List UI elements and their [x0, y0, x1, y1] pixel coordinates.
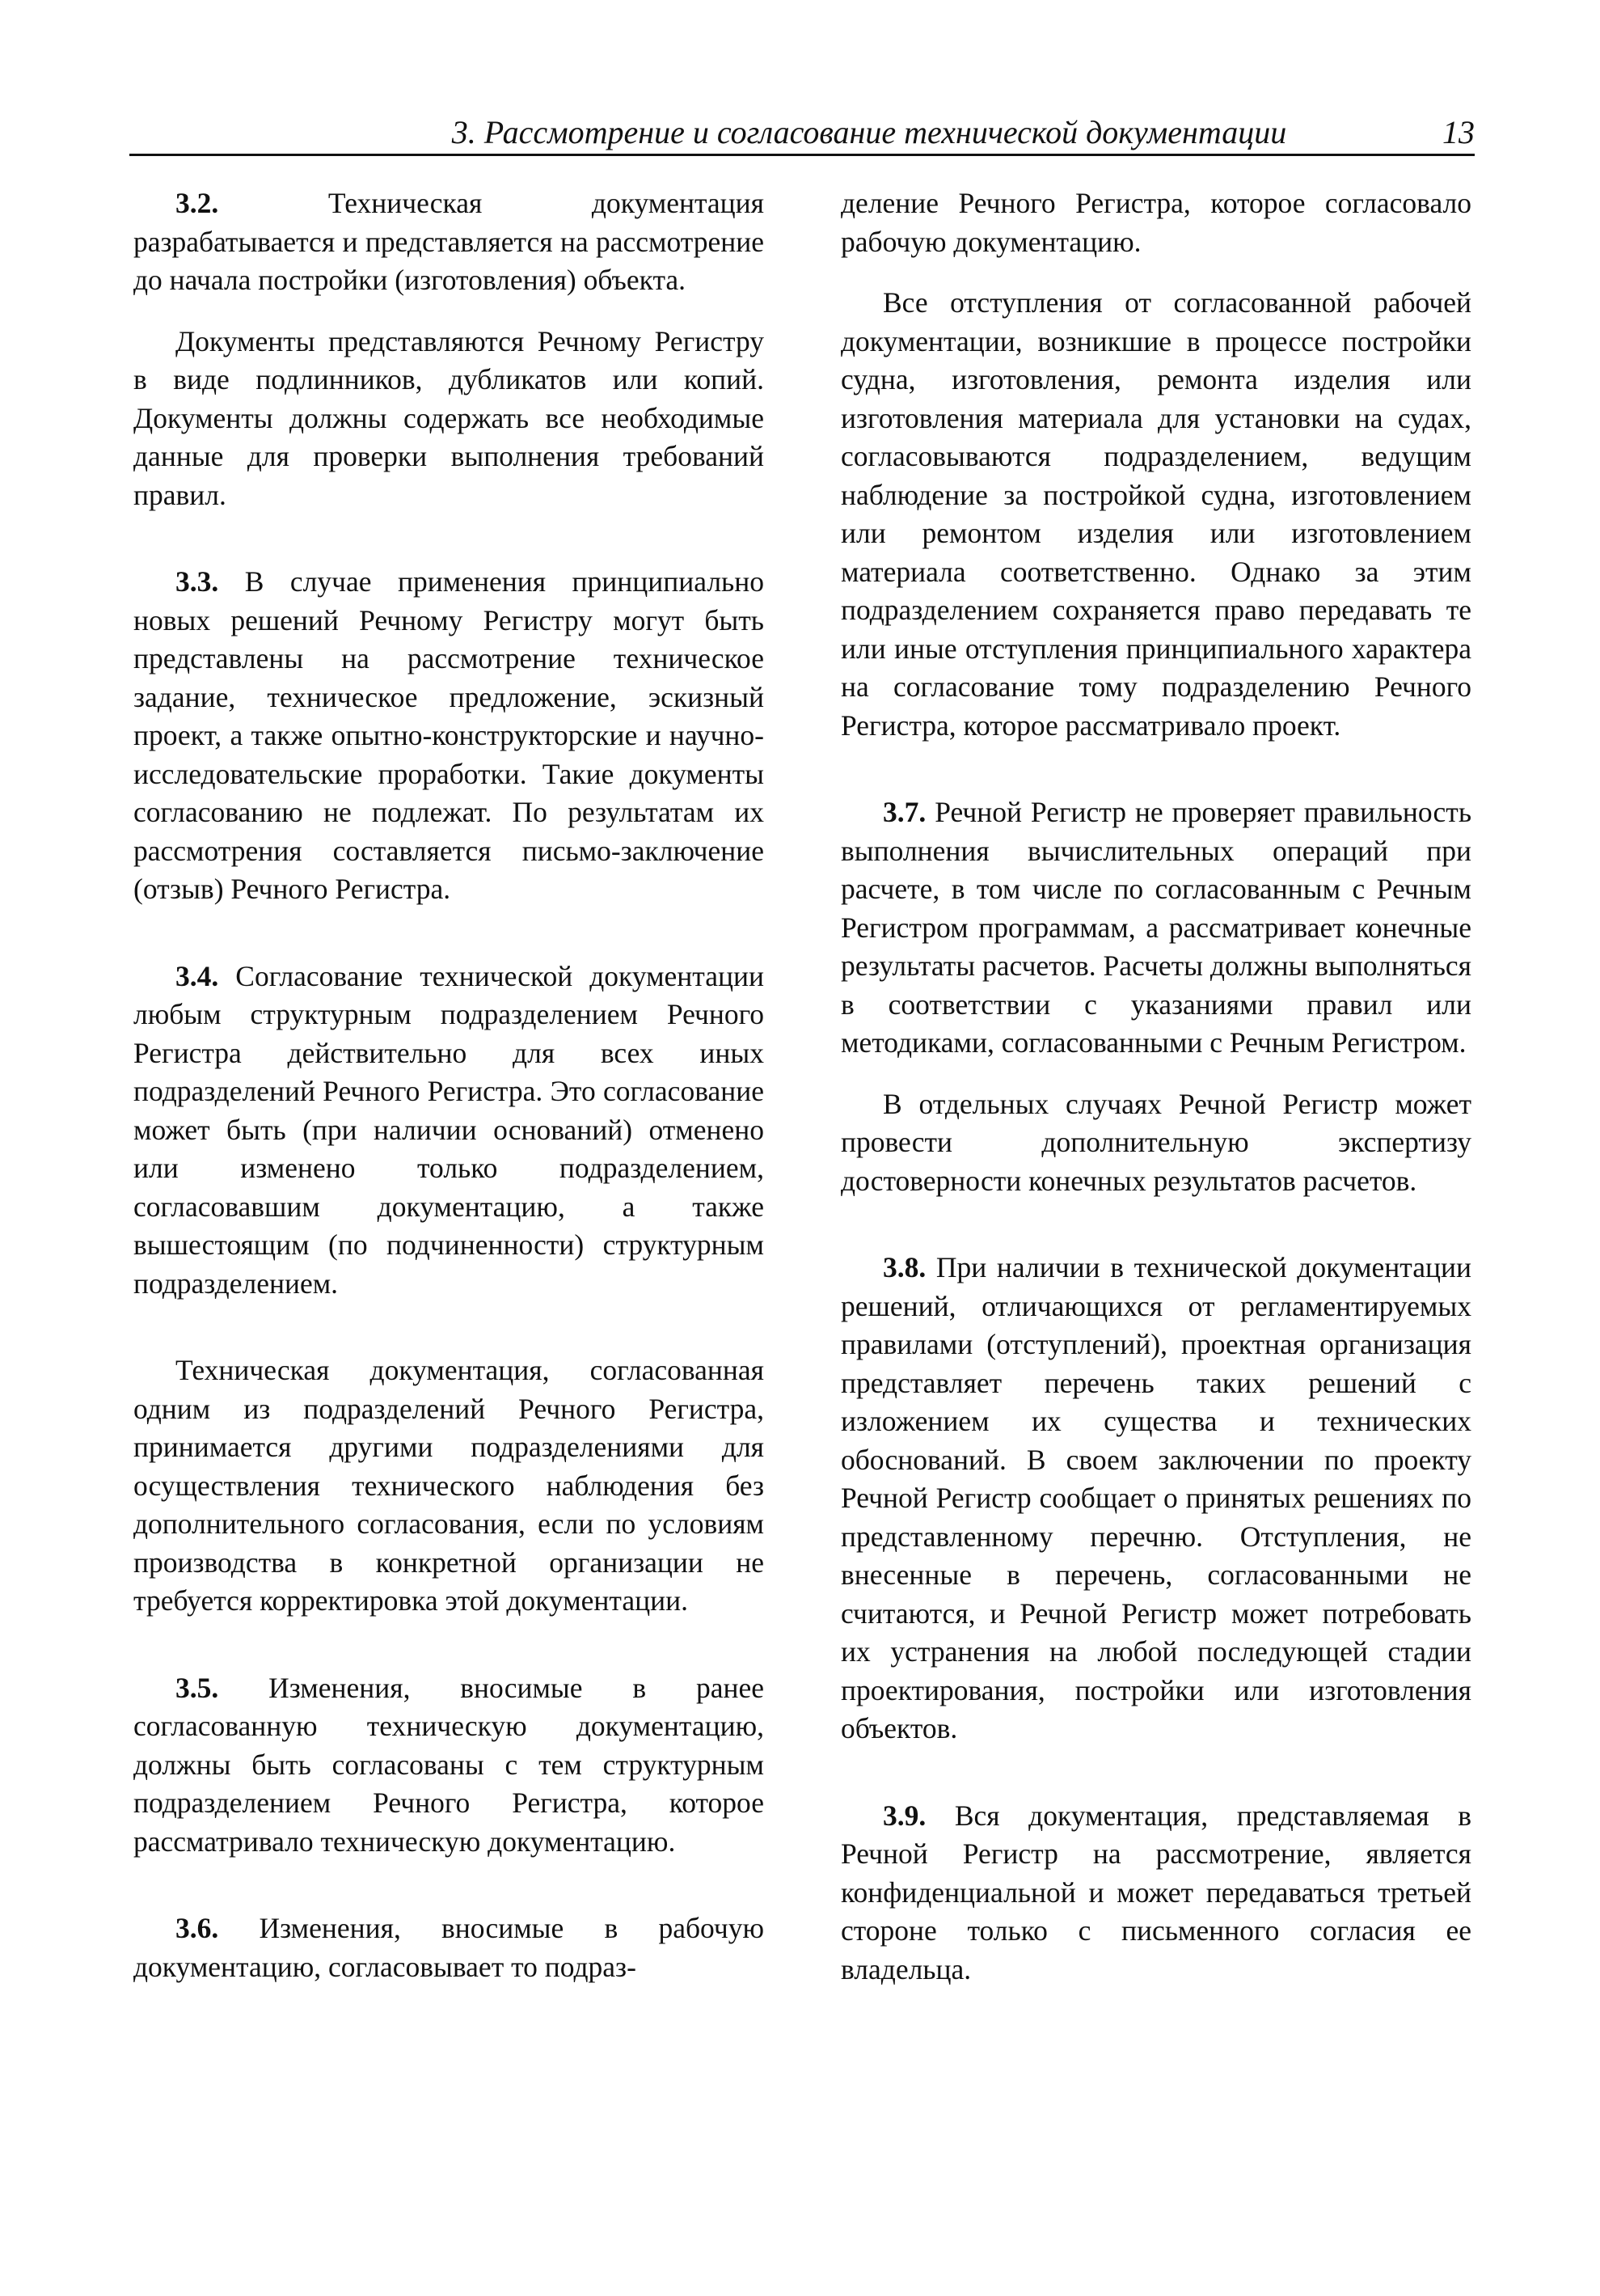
left-column [133, 184, 764, 1986]
paragraph-text: Изменения, вносимые в рабочую документацию, согласовывает то подраз- [133, 1912, 765, 1983]
clause-number: 3.2. [175, 187, 219, 219]
paragraph-text: Вся документация, представляемая в Речной Регистр на рассмотрение, является конфиденциальной и может передаваться третьей стороне только с письменного согласия ее владельца. [841, 1799, 1471, 1985]
paragraph-text: В отдельных случаях Речной Регистр может провести дополнительную экспертизу достоверности конечных результатов расчетов. [841, 1087, 1471, 1197]
paragraph-text: Согласование технической документации любым структурным подразделением Речного Регистра действительно для всех иных подразделений Речного Регистра. Это согласование может быть (при наличии оснований) отменено или изменено только подразделением, согласовавшим документацию, а также вышестоящим (по подчиненности) структурным подразделением. [133, 959, 765, 1300]
paragraph-3-6-continued [841, 184, 1471, 261]
paragraph-expertise [841, 1085, 1471, 1201]
right-column [841, 184, 1471, 1989]
paragraph-text: Техническая документация разрабатывается и представляется на рассмотрение до начала постройки (изготовления) объекта. [133, 187, 764, 296]
clause-number: 3.5. [175, 1671, 219, 1704]
header-rule [129, 154, 1475, 156]
paragraph-text: Техническая документация, согласованная одним из подразделений Речного Регистра, принимается другими подразделениями для осуществления технического наблюдения без дополнительного согласования, если по условиям производства в конкретной организации не требуется корректировка этой документации. [133, 1354, 764, 1617]
page-number: 13 [1442, 114, 1475, 150]
clause-number: 3.4. [175, 959, 219, 992]
paragraph-3-8 [841, 1249, 1471, 1748]
header-title: 3. Рассмотрение и согласование технической документации [451, 114, 1287, 150]
clause-number: 3.9. [883, 1799, 927, 1832]
clause-number: 3.8. [883, 1251, 927, 1283]
paragraph-text: Документы представляются Речному Регистру в виде подлинников, дубликатов или копий. Документы должны содержать все необходимые данные для проверки выполнения требований правил. [133, 324, 764, 511]
clause-number: 3.7. [883, 796, 927, 828]
running-header [129, 113, 1475, 155]
clause-number: 3.3. [175, 565, 219, 598]
paragraph-text: В случае применения принципиально новых решений Речному Регистру могут быть представлены на рассмотрение техническое задание, техническое предложение, эскизный проект, а также опытно-конструкторские и научно-исследовательские проработки. Такие документы согласованию не подлежат. По результатам их рассмотрения составляется письмо-заключение (отзыв) Речного Регистра. [133, 565, 764, 905]
paragraph-3-4 [133, 958, 764, 1304]
paragraph-documents [133, 323, 764, 515]
paragraph-text: Все отступления от согласованной рабочей документации, возникшие в процессе постройки судна, изготовления, ремонта изделия или изготовления материала для установки на судах, согласовываются подразделением, ведущим наблюдение за постройкой судна, изготовлением или ремонтом изделия или изготовлением материала соответственно. Однако за этим подразделением сохраняется право передавать те или иные отступления принципиального характера на согласование тому подразделению Речного Регистра, которое рассматривало проект. [841, 286, 1471, 742]
paragraph-deviations [841, 284, 1471, 745]
paragraph-text: деление Речного Регистра, которое согласовало рабочую документацию. [841, 187, 1471, 258]
paragraph-text: Речной Регистр не проверяет правильность выполнения вычислительных операций при расчете, в том числе по согласованным с Речным Регистром программам, а рассматривает конечные результаты расчетов. Расчеты должны выполняться в соответствии с указаниями правил или методиками, согласованными с Речным Регистром. [841, 796, 1472, 1059]
paragraph-3-3 [133, 563, 764, 909]
paragraph-3-9 [841, 1797, 1471, 1989]
paragraph-text: При наличии в технической документации решений, отличающихся от регламентируемых правилами (отступлений), проектная организация представляет перечень таких решений с изложением их существа и технических обоснований. В своем заключении по проекту Речной Регистр сообщает о принятых решениях по представленному перечню. Отступления, не внесенные в перечень, согласованными не считаются, и Речной Регистр может потребовать их устранения на любой последующей стадии проектирования, постройки или изготовления объектов. [841, 1251, 1472, 1744]
paragraph-3-6 [133, 1909, 764, 1986]
paragraph-text: Изменения, вносимые в ранее согласованную техническую документацию, должны быть согласованы с тем структурным подразделением Речного Регистра, которое рассматривало техническую документацию. [133, 1671, 764, 1858]
paragraph-3-2 [133, 184, 764, 300]
paragraph-3-7 [841, 793, 1471, 1063]
paragraph-3-5 [133, 1669, 764, 1862]
clause-number: 3.6. [175, 1912, 219, 1944]
paragraph-tech-documentation [133, 1351, 764, 1621]
